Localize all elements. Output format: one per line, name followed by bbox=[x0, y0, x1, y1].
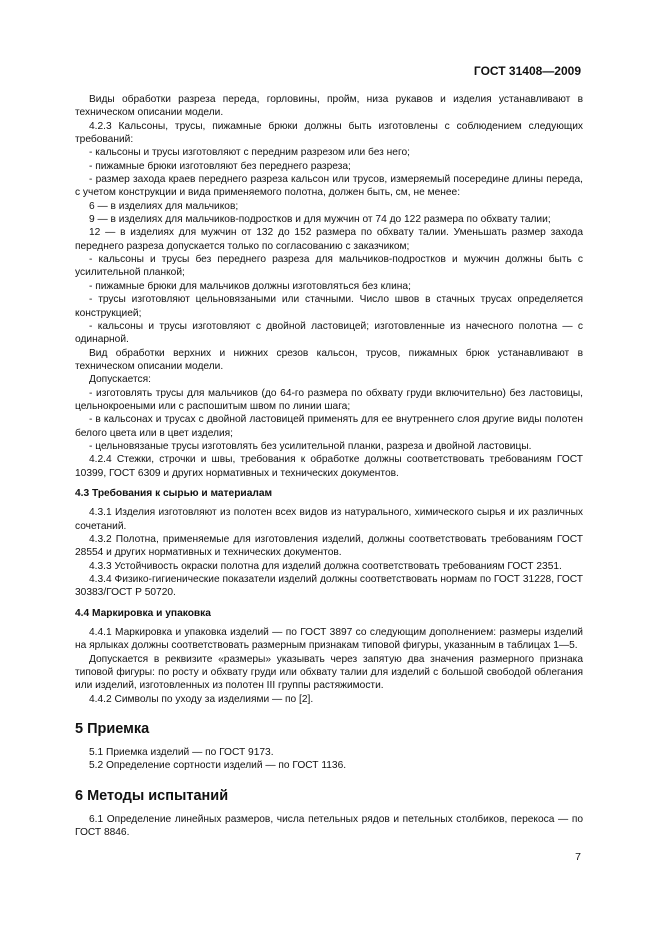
list-item: - трусы изготовляют цельновязаными или стачными. Число швов в стачных трусах определяется конструкцией; bbox=[75, 294, 583, 319]
list-item: - цельновязаные трусы изготовлять без усилительной планки, разреза и двойной ластовицы. bbox=[89, 440, 532, 452]
chapter-title: 5 Приемка bbox=[75, 721, 150, 738]
list-item: - пижамные брюки изготовляют без переднего разреза; bbox=[89, 160, 351, 172]
paragraph: 4.2.3 Кальсоны, трусы, пижамные брюки должны быть изготовлены с соблюдением следующих требований: bbox=[75, 120, 583, 146]
paragraph: Виды обработки разреза переда, горловины, пройм, низа рукавов и изделия устанавливают в техническом описании модели. bbox=[75, 94, 583, 119]
paragraph: Допускается: bbox=[89, 374, 151, 386]
section-title: 4.3 Требования к сырью и материалам bbox=[75, 487, 273, 499]
list-item: 12 — в изделиях для мужчин от 132 до 152 размера по обхвату талии. Уменьшать размер захода переднего разреза допускается только по согласованию с заказчиком; bbox=[75, 227, 583, 252]
section-title: 4.4 Маркировка и упаковка bbox=[75, 607, 211, 619]
paragraph: 4.3.1 Изделия изготовляют из полотен всех видов из натурального, химического сырья и их различных сочетаний. bbox=[75, 507, 583, 532]
paragraph: Допускается в реквизите «размеры» указывать через запятую два значения размерного признака типовой фигуры: по росту и обхвату груди или обхвату талии для изделий с большой свободой облегания или изделий, изготовленных из полотен III группы растяжимости. bbox=[75, 653, 583, 692]
list-item: - кальсоны и трусы изготовляют с двойной ластовицей; изготовленные из начесного полотна — с одинарной. bbox=[75, 320, 583, 346]
paragraph: 5.1 Приемка изделий — по ГОСТ 9173. bbox=[89, 747, 274, 759]
paragraph: Вид обработки верхних и нижних срезов кальсон, трусов, пижамных брюк устанавливают в техническом описании модели. bbox=[75, 347, 583, 372]
paragraph: 4.3.3 Устойчивость окраски полотна для изделий должна соответствовать требованиям ГОСТ 2351. bbox=[89, 560, 562, 572]
paragraph: 4.2.4 Стежки, строчки и швы, требования к обработке должны соответствовать требованиям ГОСТ 10399, ГОСТ 6309 и других нормативных и технических документов. bbox=[75, 454, 583, 479]
document-header: ГОСТ 31408—2009 bbox=[473, 64, 581, 78]
list-item: - изготовлять трусы для мальчиков (до 64-го размера по обхвату груди включительно) без ластовицы, цельнокроеными или с распошитым швом по линии шага; bbox=[75, 387, 583, 412]
paragraph: 4.4.2 Символы по уходу за изделиями — по [2]. bbox=[89, 693, 314, 705]
list-item: 9 — в изделиях для мальчиков-подростков и для мужчин от 74 до 122 размера по обхвату талии; bbox=[89, 214, 551, 226]
paragraph: 4.4.1 Маркировка и упаковка изделий — по ГОСТ 3897 со следующим дополнением: размеры изделий на ярлыках должны соответствовать размерным признакам типовой фигуры, указанным в таблицах 1—5. bbox=[75, 627, 583, 652]
list-item: - пижамные брюки для мальчиков должны изготовляться без клина; bbox=[89, 280, 411, 292]
paragraph: 4.3.2 Полотна, применяемые для изготовления изделий, должны соответствовать требованиям ГОСТ 28554 и других нормативных и технических документов. bbox=[75, 534, 583, 559]
list-item: - кальсоны и трусы изготовляют с передним разрезом или без него; bbox=[89, 147, 410, 159]
list-item: 6 — в изделиях для мальчиков; bbox=[89, 200, 239, 212]
list-item: - размер захода краев переднего разреза кальсон или трусов, измеряемый посередине длины переда, с учетом конструкции и вида применяемого полотна, должен быть, см, не менее: bbox=[75, 174, 583, 199]
list-item: - кальсоны и трусы без переднего разреза для мальчиков-подростков и мужчин должны быть с усилительной планкой; bbox=[75, 254, 583, 279]
chapter-title: 6 Методы испытаний bbox=[75, 787, 229, 804]
list-item: - в кальсонах и трусах с двойной ластовицей применять для ее внутреннего слоя другие виды полотен белого цвета или в цвет изделия; bbox=[75, 414, 583, 439]
paragraph: 6.1 Определение линейных размеров, числа петельных рядов и петельных столбиков, перекоса — по ГОСТ 8846. bbox=[75, 813, 583, 839]
page-number: 7 bbox=[575, 851, 581, 863]
paragraph: 4.3.4 Физико-гигиенические показатели изделий должны соответствовать нормам по ГОСТ 31228, ГОСТ 30383/ГОСТ Р 50720. bbox=[75, 574, 583, 599]
paragraph: 5.2 Определение сортности изделий — по ГОСТ 1136. bbox=[89, 760, 347, 772]
document-body bbox=[75, 93, 583, 840]
